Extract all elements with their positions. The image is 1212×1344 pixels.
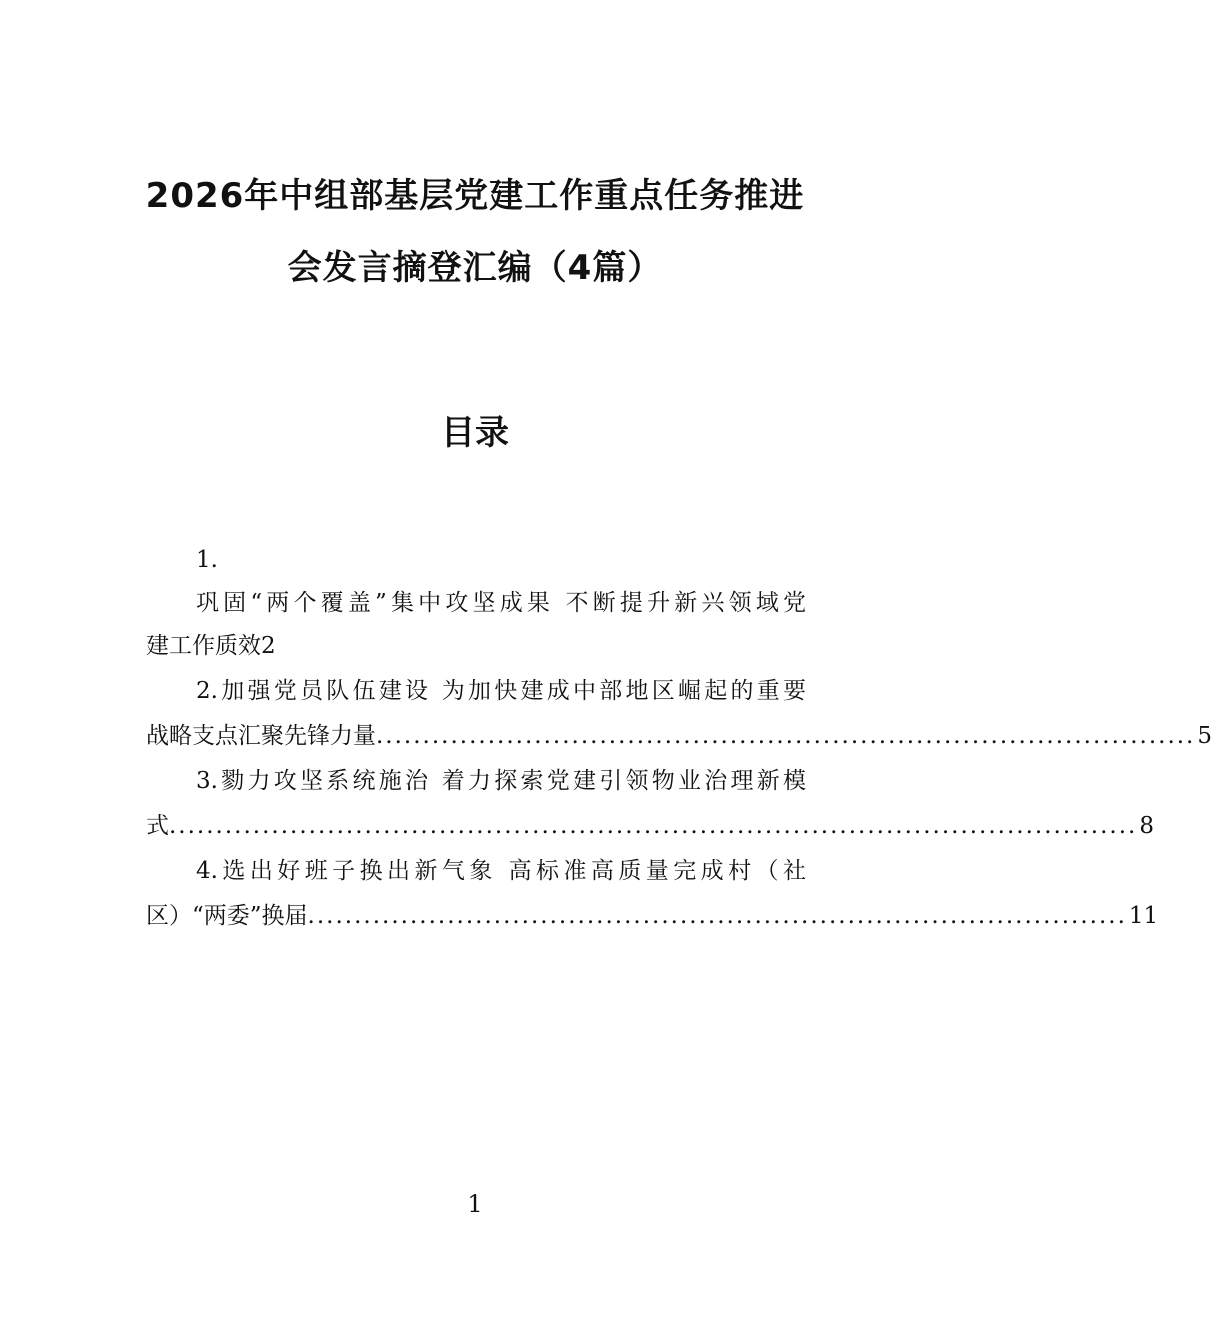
toc-entry-1-number: 1. [196,547,218,573]
toc-entry-1-text: 建工作质效 [146,633,261,659]
toc-entry-4-leader: ........................................................................................ [307,903,1127,929]
toc-entry-2-leader: ........................................................................................ [376,723,1196,749]
toc-entry-4-text: 区）“两委”换届 [146,903,308,929]
toc-entry-4-page: 11 [1128,903,1159,929]
toc-entry-1-line-2 [146,631,806,661]
toc-entry-3-text: 式 [146,813,169,839]
page-number: 1 [467,1190,483,1218]
toc-entry-2-line-1: 2.加强党员队伍建设 为加快建成中部地区崛起的重要 [196,678,806,704]
toc-entry-2-text: 战略支点汇聚先锋力量 [146,723,376,749]
document-title-line-2: 会发言摘登汇编（4篇） [287,248,663,288]
toc-entry-3-leader: ........................................................................................................ [169,813,1138,839]
toc-heading: 目录 [441,413,509,453]
toc-entry-3-line-2 [146,811,1154,841]
document-title-line-1: 2026年中组部基层党建工作重点任务推进 [145,176,805,216]
toc-entry-4-line-2 [146,901,1159,931]
toc-entry-3-page: 8 [1139,813,1154,839]
toc-entry-4-line-1: 4.选出好班子换出新气象 高标准高质量完成村（社 [196,858,806,884]
toc-entry-3-line-1: 3.勠力攻坚系统施治 着力探索党建引领物业治理新模 [196,768,806,794]
toc-entry-2-line-2 [146,721,1212,751]
toc-entry-1-page: 2 [261,633,276,659]
toc-entry-2-page: 5 [1197,723,1212,749]
toc-entry-1-line-1: 巩固“两个覆盖”集中攻坚成果 不断提升新兴领域党 [196,590,806,616]
